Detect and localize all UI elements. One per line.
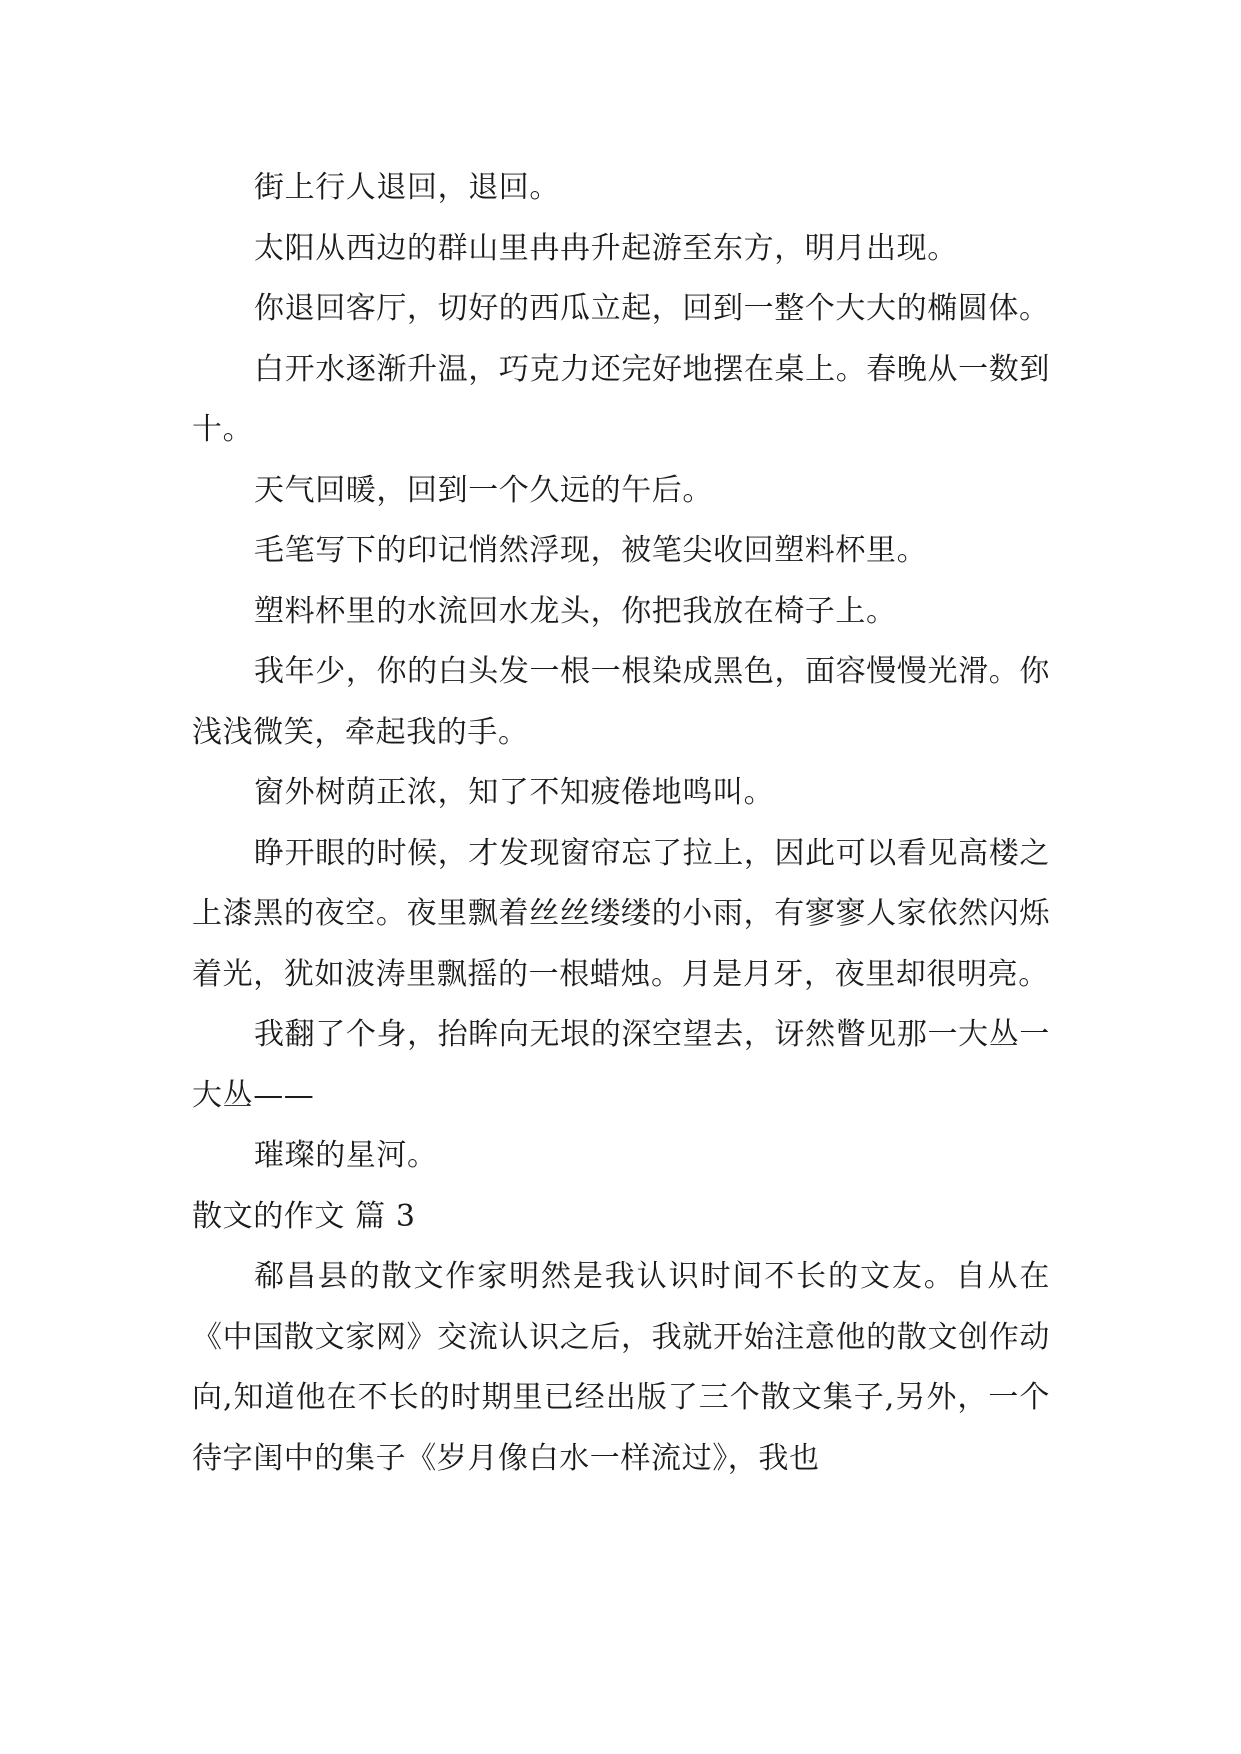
paragraph: 窗外树荫正浓，知了不知疲倦地鸣叫。 [254, 775, 775, 810]
section-heading: 散文的作文 篇 3 [192, 1198, 416, 1234]
paragraph: 白开水逐渐升温，巧克力还完好地摆在桌上。春晚从一数到十。 [192, 351, 1050, 447]
paragraph: 郗昌县的散文作家明然是我认识时间不长的文友。自从在《中国散文家网》交流认识之后，我就开始注意他的散文创作动向,知道他在不长的时期里已经出版了三个散文集子,另外，一个待字闺中的集子《岁月像白水一样流过》，我也 [192, 1259, 1050, 1476]
paragraph: 璀璨的星河。 [254, 1138, 438, 1173]
paragraph: 塑料杯里的水流回水龙头，你把我放在椅子上。 [254, 593, 897, 629]
paragraph: 我翻了个身，抬眸向无垠的深空望去，讶然瞥见那一大丛一大丛—— [192, 1017, 1050, 1113]
paragraph: 街上行人退回，退回。 [254, 170, 560, 205]
paragraph: 天气回暖，回到一个久远的午后。 [254, 472, 713, 508]
paragraph: 我年少，你的白头发一根一根染成黑色，面容慢慢光滑。你浅浅微笑，牵起我的手。 [192, 654, 1050, 750]
paragraph: 你退回客厅，切好的西瓜立起，回到一整个大大的椭圆体。 [254, 291, 1050, 326]
paragraph: 太阳从西边的群山里冉冉升起游至东方，明月出现。 [254, 230, 958, 266]
paragraph: 睁开眼的时候，才发现窗帘忘了拉上，因此可以看见高楼之上漆黑的夜空。夜里飘着丝丝缕缕的小雨，有寥寥人家依然闪烁着光，犹如波涛里飘摇的一根蜡烛。月是月牙，夜里却很明亮。 [192, 835, 1050, 992]
paragraph: 毛笔写下的印记悄然浮现，被笔尖收回塑料杯里。 [254, 533, 928, 568]
document-body [192, 158, 1050, 1489]
